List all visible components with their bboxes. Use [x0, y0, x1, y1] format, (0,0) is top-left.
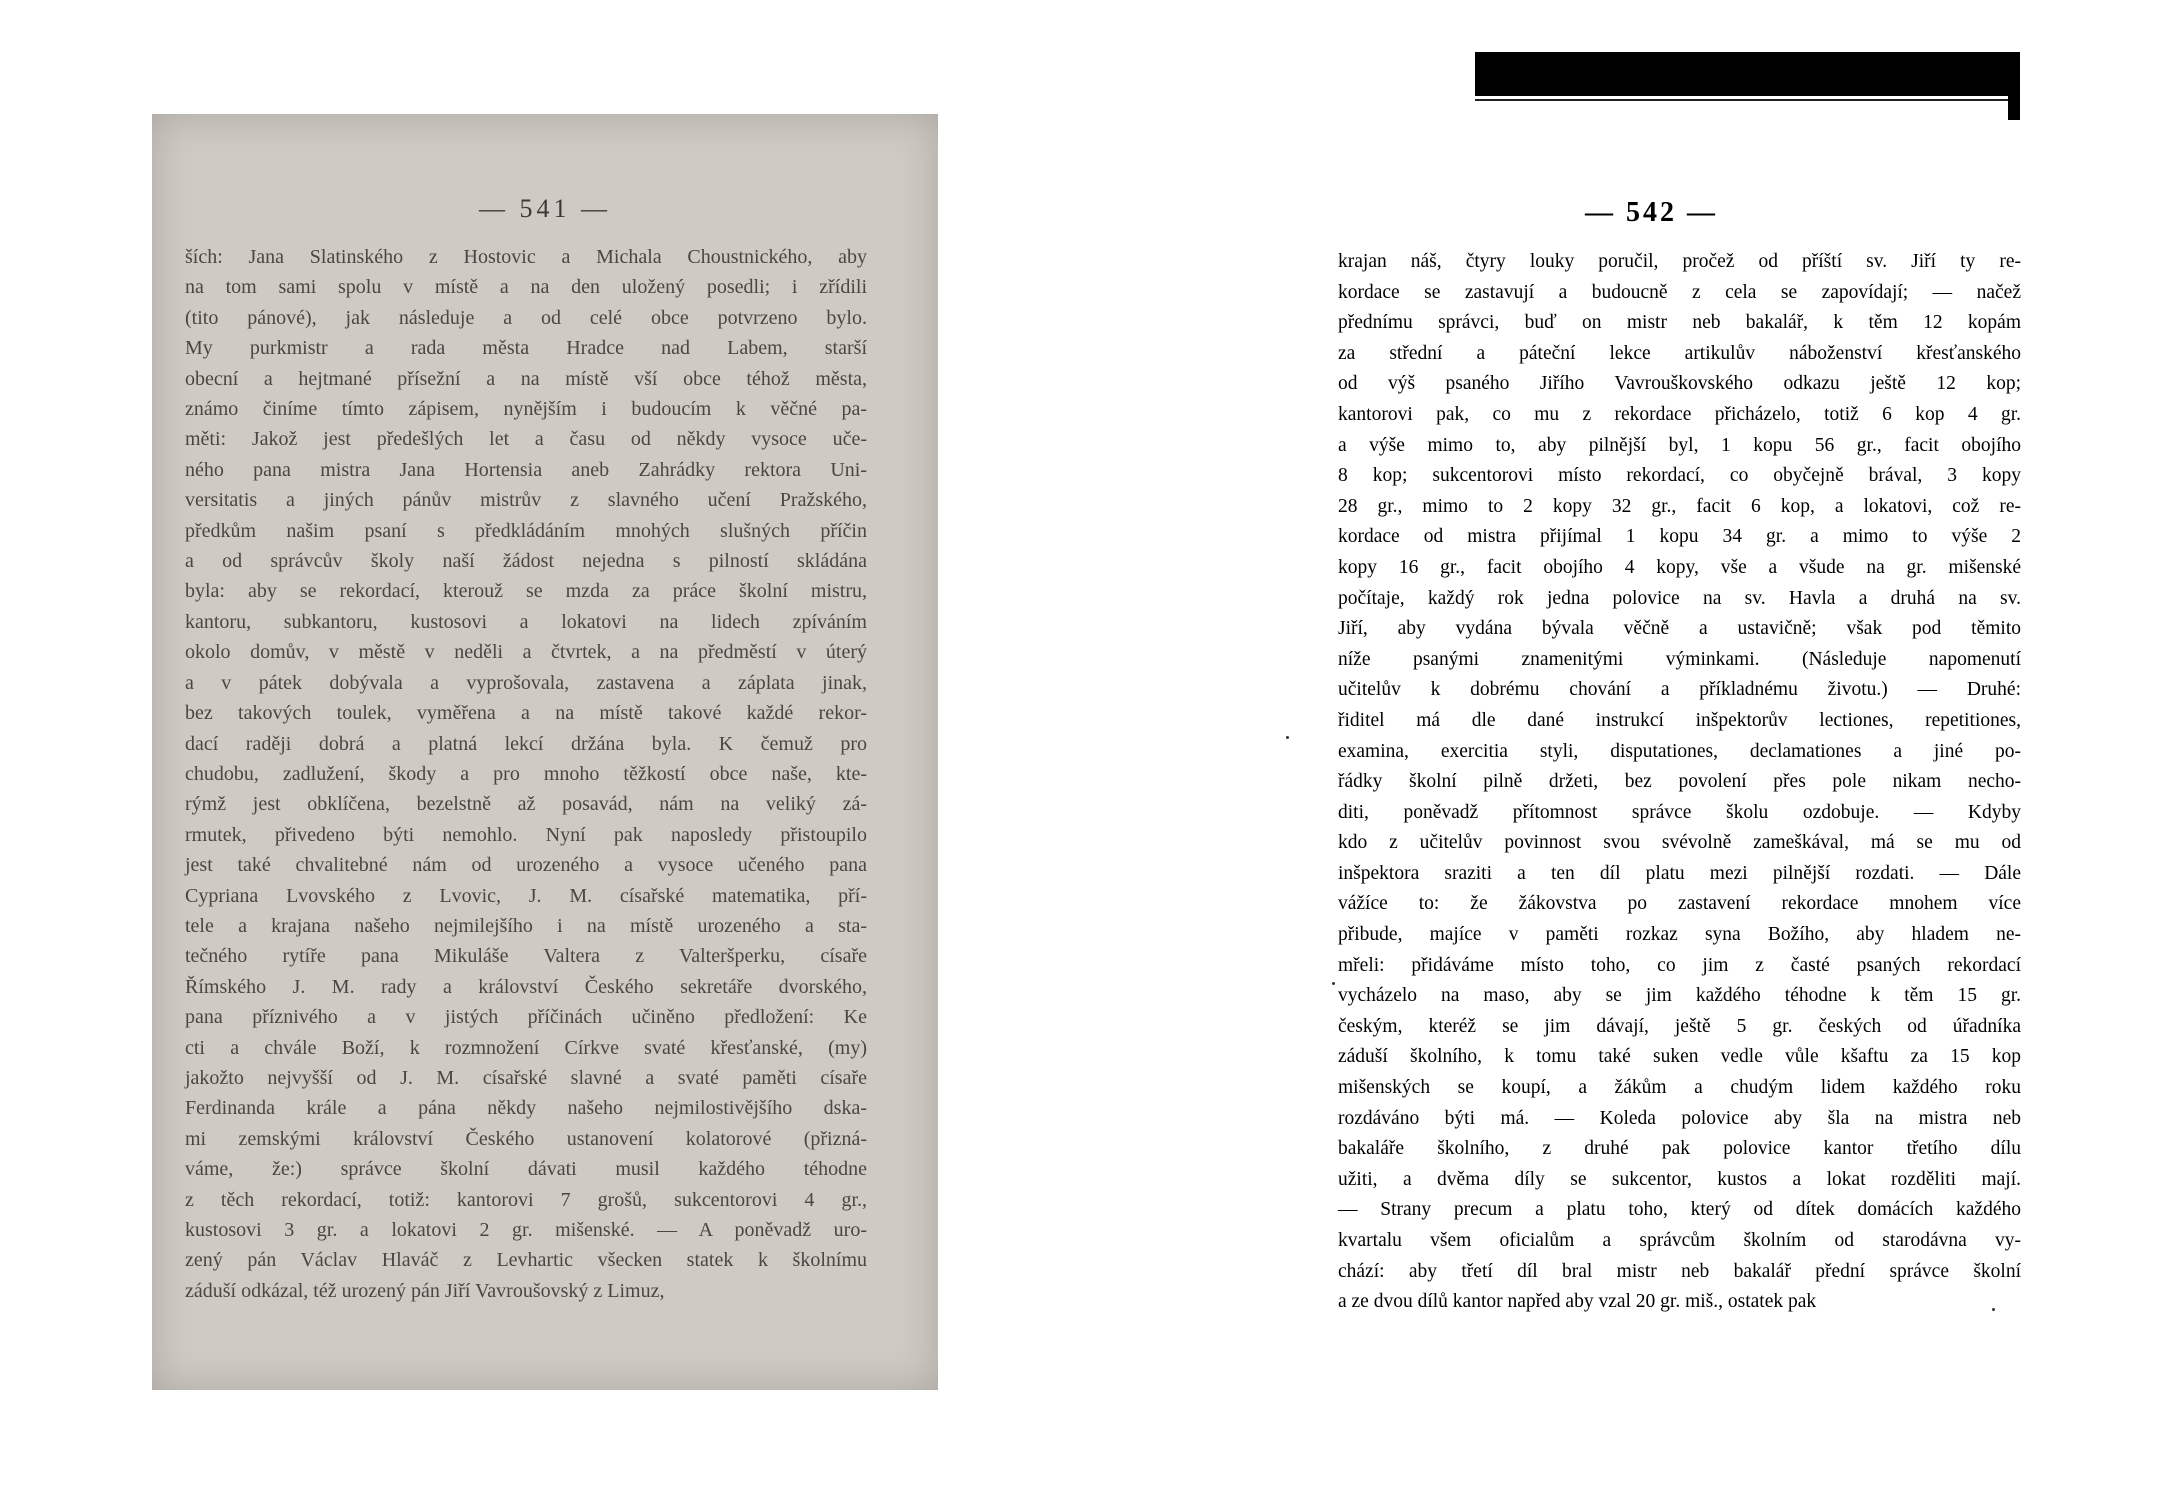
- text-line: a výše mimo to, aby pilnější byl, 1 kopu 56 gr., facit obojího: [1338, 434, 2021, 456]
- scan-border-line: [1475, 99, 2020, 101]
- text-line: rozdáváno býti má. — Koleda polovice aby šla na mistra neb: [1338, 1107, 2021, 1129]
- text-line: — Strany precum a platu toho, který od dítek domácích každého: [1338, 1199, 2021, 1221]
- scan-corner-mark: [2008, 92, 2020, 120]
- text-line: kdo z učitelův povinnost svou svévolně zameškával, má se mu od: [1338, 832, 2021, 854]
- text-line: mi zemskými království Českého ustanovení kolatorové (přizná-: [185, 1127, 867, 1150]
- text-line: přibude, majíce v paměti rozkaz syna Božího, aby hladem ne-: [1338, 924, 2021, 946]
- text-line: tele a krajana našeho nejmilejšího i na místě urozeného a sta-: [185, 914, 867, 937]
- text-line: na tom sami spolu v místě a na den uložený posedli; i zřídili: [185, 276, 867, 299]
- text-line: českým, kteréž se jim dávají, ještě 5 gr. českých od úřadníka: [1338, 1015, 2021, 1037]
- text-line: kopy 16 gr., facit obojího 4 kopy, vše a všude na gr. mišenské: [1338, 556, 2021, 578]
- text-line: versitatis a jiných pánův mistrův z slavného učení Pražského,: [185, 489, 867, 512]
- text-line: předkům našim psaní s předkládáním mnohých slušných příčin: [185, 519, 867, 542]
- text-line: známo činíme tímto zápisem, nynějším i budoucím k věčné pa-: [185, 398, 867, 421]
- text-line: ších: Jana Slatinského z Hostovic a Michala Choustnického, aby: [185, 246, 867, 268]
- text-line: Cypriana Lvovského z Lvovic, J. M. císařské matematika, pří-: [185, 884, 867, 907]
- text-line: bakaláře školního, z druhé pak polovice kantor třetího dílu: [1338, 1138, 2021, 1160]
- text-line: měti: Jakož jest předešlých let a času od někdy vysoce uče-: [185, 428, 867, 451]
- text-line: jakožto nejvyšší od J. M. císařské slavné a svaté paměti císaře: [185, 1066, 867, 1089]
- text-line: Jiří, aby vydána bývala věčně a ustavičně; však pod těmito: [1338, 618, 2021, 640]
- text-line: chudobu, zadlužení, škody a pro mnoho těžkostí obce naše, kte-: [185, 762, 867, 785]
- text-line: examina, exercitia styli, disputationes, declamationes a jiné po-: [1338, 740, 2021, 762]
- text-line: diti, poněvadž přítomnost správce školu ozdobuje. — Kdyby: [1338, 801, 2021, 823]
- text-line: přednímu správci, buď on mistr neb bakalář, k těm 12 kopám: [1338, 312, 2021, 334]
- text-line: kantoru, subkantoru, kustosovi a lokatovi na lidech zpíváním: [185, 610, 867, 633]
- page-number-541: — 541 —: [479, 194, 611, 223]
- text-line: 28 gr., mimo to 2 kopy 32 gr., facit 6 kop, a lokatovi, což re-: [1338, 495, 2021, 517]
- text-line: učitelův k dobrému chování a příkladnému životu.) — Druhé:: [1338, 679, 2021, 701]
- text-line: pana příznivého a v jistých příčinách učiněno předložení: Ke: [185, 1006, 867, 1029]
- text-line: záduší školního, k tomu také suken vedle vůle kšaftu za 15 kop: [1338, 1046, 2021, 1068]
- left-page-text: [185, 242, 867, 1306]
- left-page: [152, 114, 938, 1390]
- text-line: rmutek, přivedeno býti nemohlo. Nyní pak naposledy přistoupilo: [185, 823, 867, 846]
- text-line: níže psanými znamenitými výminkami. (Následuje napomenutí: [1338, 648, 2021, 670]
- text-line: vycházelo na maso, aby se jim každého téhodne k těm 15 gr.: [1338, 985, 2021, 1007]
- scan-black-bar: [1475, 52, 2020, 96]
- right-page-text: [1338, 247, 2021, 1318]
- text-line: a ze dvou dílů kantor napřed aby vzal 20 gr. miš., ostatek pak: [1338, 1291, 1817, 1313]
- text-line: od výš psaného Jiřího Vavrouškovského odkazu ještě 12 kop;: [1338, 373, 2021, 395]
- text-line: inšpektora sraziti a ten díl platu mezi pilnější rozdati. — Dále: [1338, 862, 2021, 884]
- text-line: kustosovi 3 gr. a lokatovi 2 gr. mišenské. — A poněvadž uro-: [185, 1219, 867, 1241]
- text-line: kordace od mistra přijímal 1 kopu 34 gr. a mimo to výše 2: [1338, 526, 2021, 548]
- text-line: rýmž jest obklíčena, bezelstně až posavád, nám na veliký zá-: [185, 793, 867, 816]
- text-line: My purkmistr a rada města Hradce nad Labem, starší: [185, 337, 867, 360]
- text-line: tečného rytíře pana Mikuláše Valtera z Valteršperku, císaře: [185, 945, 867, 968]
- text-line: z těch rekordací, totiž: kantorovi 7 grošů, sukcentorovi 4 gr.,: [185, 1188, 867, 1211]
- stray-dot: [1286, 736, 1289, 739]
- stray-dot: [1992, 1308, 1995, 1311]
- text-line: počítaje, každý rok jedna polovice na sv. Havla a druhá na sv.: [1338, 587, 2021, 609]
- text-line: byla: aby se rekordací, kterouž se mzda za práce školní mistru,: [185, 580, 867, 603]
- text-line: vážíce to: že žákovstva po zastavení rekordace mnohem více: [1338, 893, 2021, 915]
- text-line: kordace se zastavují a budoucně z cela se zapovídají; — načež: [1338, 281, 2021, 303]
- text-line: kantorovi pak, co mu z rekordace přicházelo, totiž 6 kop 4 gr.: [1338, 403, 2021, 425]
- text-line: chází: aby třetí díl bral mistr neb bakalář přední správce školní: [1338, 1260, 2021, 1282]
- text-line: jest také chvalitebné nám od urozeného a vysoce učeného pana: [185, 854, 867, 877]
- text-line: mišenských se koupí, a žákům a chudým lidem každého roku: [1338, 1077, 2021, 1099]
- stray-dot: [1332, 982, 1335, 985]
- text-line: obecní a hejtmané přísežní a na místě vší obce téhož města,: [185, 367, 867, 390]
- text-line: řiditel má dle dané instrukcí inšpektorův lectiones, repetitiones,: [1338, 709, 2021, 731]
- text-line: za střední a páteční lekce artikulův náboženství křesťanského: [1338, 342, 2021, 364]
- text-line: Ferdinanda krále a pána někdy našeho nejmilostivějšího dska-: [185, 1097, 867, 1120]
- text-line: 8 kop; sukcentorovi místo rekordací, co obyčejně brával, 3 kopy: [1338, 465, 2021, 487]
- text-line: mřeli: přidáváme místo toho, co jim z časté psaných rekordací: [1338, 954, 2021, 976]
- text-line: krajan náš, čtyry louky poručil, pročež od příští sv. Jiří ty re-: [1338, 251, 2021, 272]
- text-line: kvartalu všem oficialům a správcům školním od starodávna vy-: [1338, 1230, 2021, 1251]
- text-line: zený pán Václav Hlaváč z Levhartic všecken statek k školnímu: [185, 1249, 867, 1272]
- text-line: užiti, a dvěma díly se sukcentor, kustos a lokat rozděliti mají.: [1338, 1168, 2021, 1190]
- text-line: (tito pánové), jak následuje a od celé obce potvrzeno bylo.: [185, 306, 867, 329]
- text-line: ného pana mistra Jana Hortensia aneb Zahrádky rektora Uni-: [185, 458, 867, 481]
- text-line: a od správcův školy naší žádost nejedna s pilností skládána: [185, 550, 867, 573]
- text-line: cti a chvále Boží, k rozmnožení Církve svaté křesťanské, (my): [185, 1036, 867, 1059]
- text-line: a v pátek dobývala a vyprošovala, zastavena a záplata jinak,: [185, 671, 867, 694]
- text-line: dací raději dobrá a platná lekcí držána byla. K čemuž pro: [185, 732, 867, 755]
- text-line: řádky školní pilně držeti, bez povolení přes pole nikam necho-: [1338, 771, 2021, 793]
- text-line: váme, že:) správce školní dávati musil každého téhodne: [185, 1158, 867, 1181]
- text-line: okolo domův, v městě v neděli a čtvrtek, a na předměstí v úterý: [185, 641, 867, 664]
- page-number-542: — 542 —: [1585, 197, 1718, 228]
- text-line: bez takových toulek, vyměřena a na místě takové každé rekor-: [185, 702, 867, 725]
- text-line: záduší odkázal, též urozený pán Jiří Vavroušovský z Limuz,: [185, 1279, 665, 1302]
- text-line: Římského J. M. rady a království Českého sekretáře dvorského,: [185, 975, 867, 998]
